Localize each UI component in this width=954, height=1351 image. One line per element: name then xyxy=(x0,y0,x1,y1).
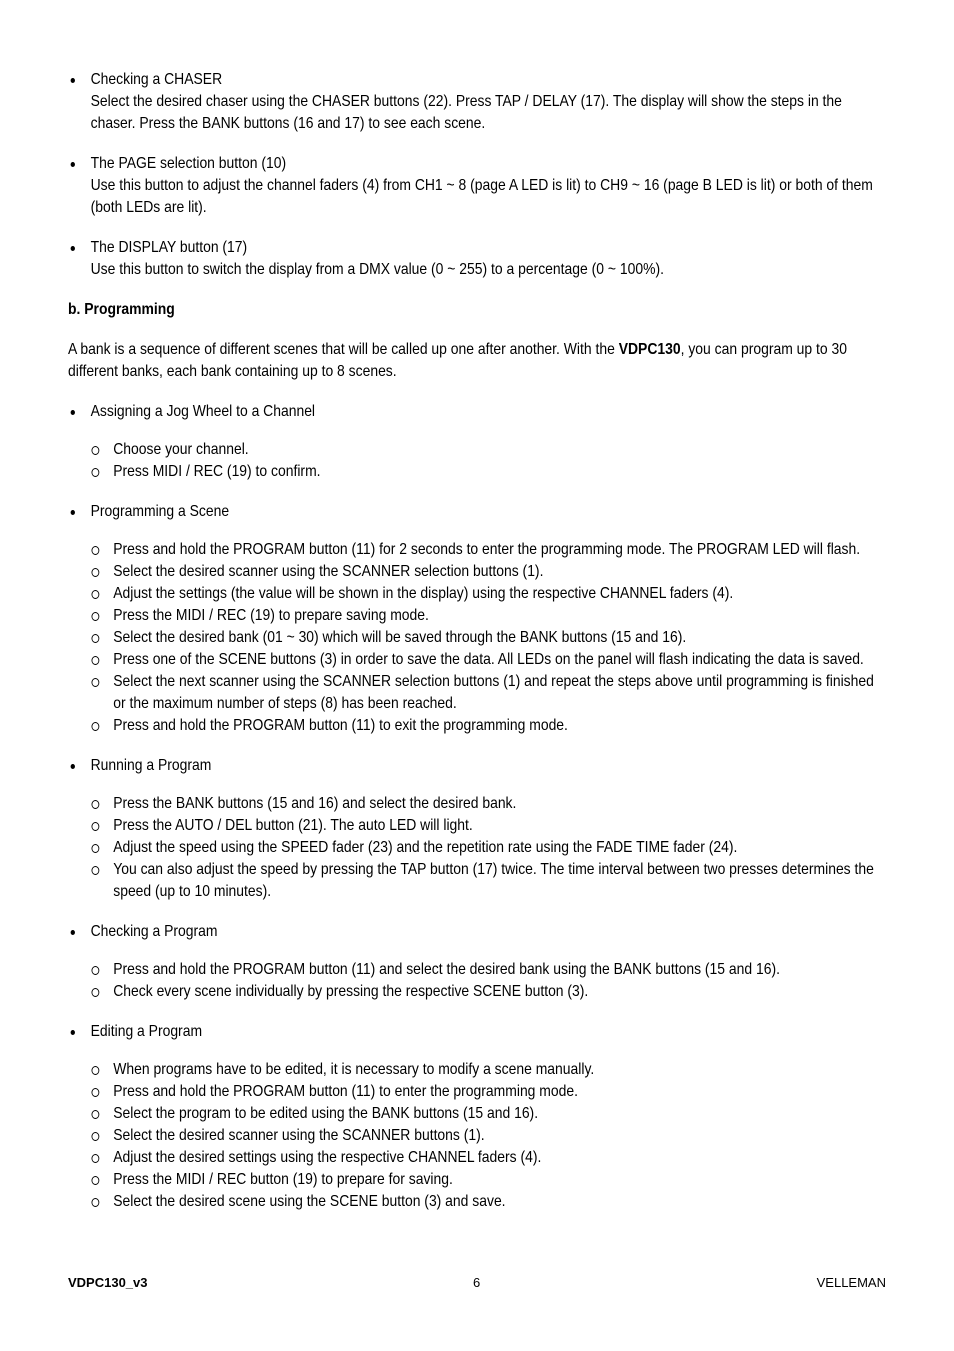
group-title: Programming a Scene xyxy=(68,501,880,523)
step-group xyxy=(68,501,880,737)
step-item: Select the desired bank (01 ~ 30) which will be saved through the BANK buttons (15 and 16). xyxy=(68,627,880,649)
step-list xyxy=(68,1059,880,1213)
step-list xyxy=(68,959,880,1003)
step-list xyxy=(68,793,880,903)
step-item: Adjust the settings (the value will be shown in the display) using the respective CHANNEL faders (4). xyxy=(68,583,880,605)
intro-item-body: Use this button to adjust the channel faders (4) from CH1 ~ 8 (page A LED is lit) to CH9 ~ 16 (page B LED is lit) or both of them (both LEDs are lit). xyxy=(90,177,873,216)
step-item: When programs have to be edited, it is necessary to modify a scene manually. xyxy=(68,1059,880,1081)
step-item: Choose your channel. xyxy=(68,439,880,461)
step-item: Press the BANK buttons (15 and 16) and select the desired bank. xyxy=(68,793,880,815)
product-name: VDPC130 xyxy=(618,341,681,358)
step-item: Press one of the SCENE buttons (3) in order to save the data. All LEDs on the panel will flash indicating the data is saved. xyxy=(68,649,880,671)
group-title: Assigning a Jog Wheel to a Channel xyxy=(68,401,880,423)
intro-item xyxy=(68,153,880,219)
intro-item-title: The DISPLAY button (17) xyxy=(90,239,248,256)
step-item: Select the desired scanner using the SCANNER selection buttons (1). xyxy=(68,561,880,583)
step-item: Press and hold the PROGRAM button (11) for 2 seconds to enter the programming mode. The PROGRAM LED will flash. xyxy=(68,539,880,561)
intro-item-body: Select the desired chaser using the CHASER buttons (22). Press TAP / DELAY (17). The display will show the steps in the chaser. Press the BANK buttons (16 and 17) to see each scene. xyxy=(90,93,842,132)
step-list xyxy=(68,539,880,737)
intro-item-body: Use this button to switch the display from a DMX value (0 ~ 255) to a percentage (0 ~ 100%). xyxy=(90,261,664,278)
section-paragraph xyxy=(68,339,880,383)
step-item: Select the desired scanner using the SCANNER buttons (1). xyxy=(68,1125,880,1147)
step-item: Press and hold the PROGRAM button (11) and select the desired bank using the BANK buttons (15 and 16). xyxy=(68,959,880,981)
step-item: Select the program to be edited using the BANK buttons (15 and 16). xyxy=(68,1103,880,1125)
footer-brand: VELLEMAN xyxy=(816,1275,886,1290)
step-item: Adjust the speed using the SPEED fader (23) and the repetition rate using the FADE TIME fader (24). xyxy=(68,837,880,859)
step-group xyxy=(68,921,880,1003)
intro-item xyxy=(68,237,880,281)
step-item: Adjust the desired settings using the respective CHANNEL faders (4). xyxy=(68,1147,880,1169)
step-item: Select the desired scene using the SCENE button (3) and save. xyxy=(68,1191,880,1213)
para-text: , you can program up to 30 different banks, each bank containing up to 8 scenes. xyxy=(68,341,847,380)
step-group xyxy=(68,401,880,483)
step-item: Press and hold the PROGRAM button (11) to exit the programming mode. xyxy=(68,715,880,737)
step-item: Press the MIDI / REC (19) to prepare saving mode. xyxy=(68,605,880,627)
para-text: A bank is a sequence of different scenes that will be called up one after another. With the xyxy=(68,341,619,358)
group-title: Running a Program xyxy=(68,755,880,777)
step-group xyxy=(68,1021,880,1213)
step-group xyxy=(68,755,880,903)
step-list xyxy=(68,439,880,483)
page-content xyxy=(68,69,880,1231)
group-title: Checking a Program xyxy=(68,921,880,943)
step-item: Check every scene individually by pressing the respective SCENE button (3). xyxy=(68,981,880,1003)
step-item: Press the AUTO / DEL button (21). The auto LED will light. xyxy=(68,815,880,837)
step-item: You can also adjust the speed by pressing the TAP button (17) twice. The time interval between two presses determines the speed (up to 10 minutes). xyxy=(68,859,880,903)
step-item: Press and hold the PROGRAM button (11) to enter the programming mode. xyxy=(68,1081,880,1103)
intro-item-title: Checking a CHASER xyxy=(90,71,223,88)
footer-page-number: 6 xyxy=(473,1275,481,1290)
section-heading: b. Programming xyxy=(68,301,175,318)
step-item: Select the next scanner using the SCANNER selection buttons (1) and repeat the steps above until programming is finished or the maximum number of steps (8) has been reached. xyxy=(68,671,880,715)
intro-item xyxy=(68,69,880,135)
step-item: Press the MIDI / REC button (19) to prepare for saving. xyxy=(68,1169,880,1191)
step-item: Press MIDI / REC (19) to confirm. xyxy=(68,461,880,483)
footer-model: VDPC130_v3 xyxy=(68,1275,148,1290)
intro-item-title: The PAGE selection button (10) xyxy=(90,155,287,172)
group-title: Editing a Program xyxy=(68,1021,880,1043)
